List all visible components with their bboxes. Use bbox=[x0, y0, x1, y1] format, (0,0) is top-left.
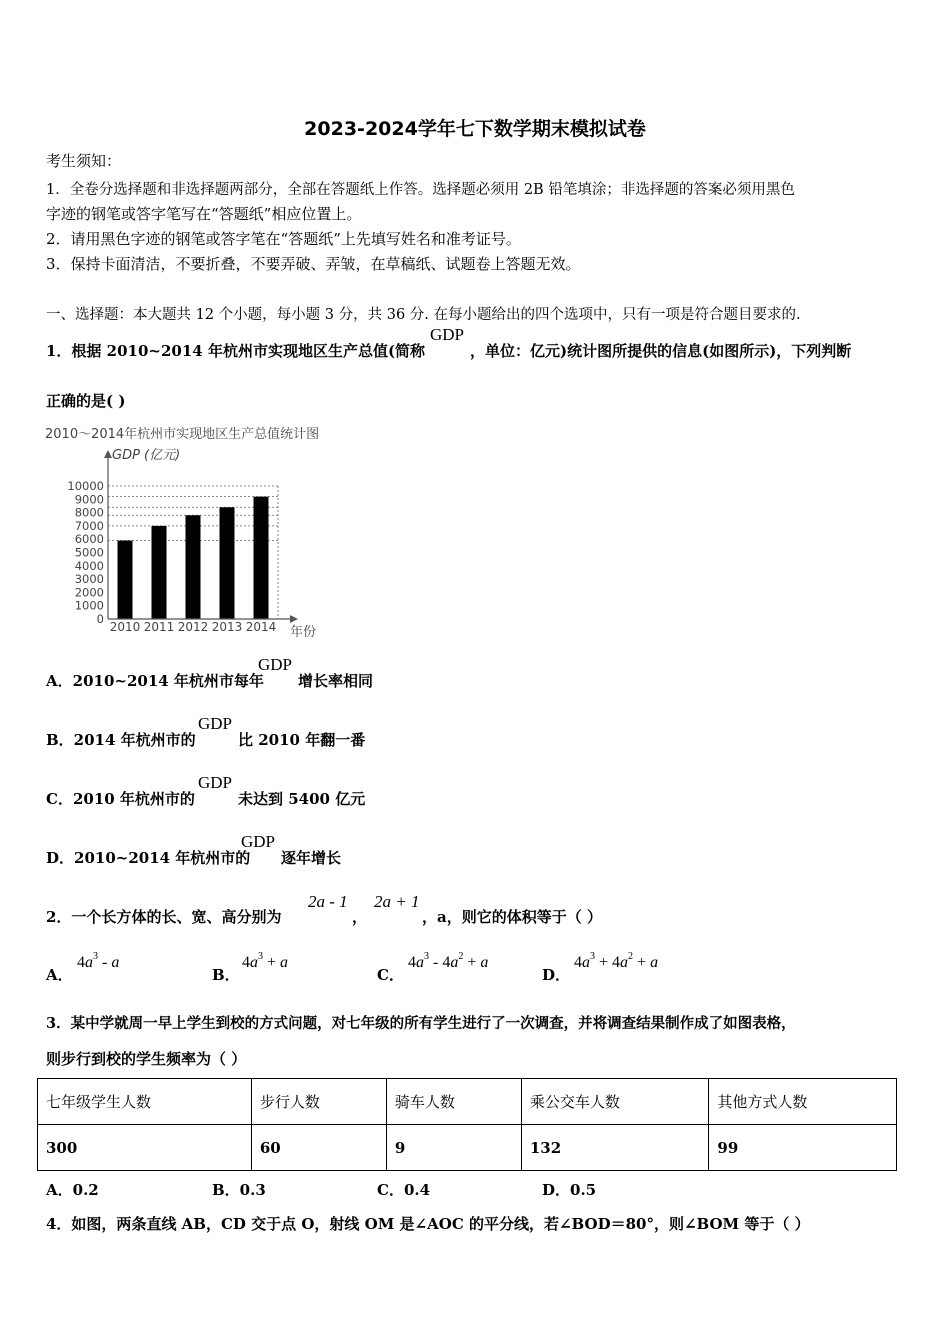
q1-option-c-post: 未达到 5400 亿元 bbox=[238, 790, 366, 808]
chart-bar bbox=[186, 515, 201, 619]
q2-option-b-expr: $4a^3 + a$ bbox=[242, 951, 289, 971]
chart-bar bbox=[220, 507, 235, 619]
notice-item-2: 2．请用黑色字迹的钢笔或答字笔在“答题纸”上先填写姓名和准考证号。 bbox=[46, 230, 521, 248]
q2-option-d-label: D． bbox=[542, 966, 571, 984]
notice-heading: 考生须知： bbox=[46, 152, 122, 170]
q1-line-1b: ，单位：亿元)统计图所提供的信息(如图所示)，下列判断 bbox=[470, 342, 852, 360]
notice-item-1-line-2: 字迹的钢笔或答字笔写在“答题纸”相应位置上。 bbox=[46, 205, 362, 223]
q3-option-a: A．0.2 bbox=[46, 1181, 99, 1199]
q1-option-d-post: 逐年增长 bbox=[281, 849, 342, 867]
notice-item-1-line-1: 1．全卷分选择题和非选择题两部分，全部在答题纸上作答。选择题必须用 2B 铅笔填涂；非选择题的答案必须用黑色 bbox=[46, 182, 795, 198]
header-cell-other: 其他方式人数 bbox=[709, 1079, 897, 1125]
q1-option-c-gdp: GDP bbox=[198, 773, 233, 792]
value-cell-other: 99 bbox=[709, 1125, 897, 1171]
chart-y-axis-label: GDP (亿元) bbox=[112, 448, 181, 463]
q1-option-a-gdp: GDP bbox=[258, 655, 293, 674]
q3-option-d: D．0.5 bbox=[542, 1181, 597, 1199]
chart-bar bbox=[152, 526, 167, 619]
q1-option-b-gdp: GDP bbox=[198, 714, 233, 733]
page-title: 2023-2024学年七下数学期末模拟试卷 bbox=[304, 118, 646, 140]
chart-y-tick-label: 9000 bbox=[74, 492, 104, 507]
chart-x-tick-label: 2010 bbox=[109, 620, 141, 634]
q2-expr-width: 2a + 1 bbox=[374, 892, 420, 911]
q1-option-b-pre: B．2014 年杭州市的 bbox=[46, 731, 196, 749]
chart-title: 2010～2014年杭州市实现地区生产总值统计图 bbox=[45, 427, 320, 442]
chart-y-tick-label: 8000 bbox=[74, 505, 104, 520]
chart-bar bbox=[118, 541, 133, 619]
q1-option-d-pre: D．2010~2014 年杭州市的 bbox=[46, 849, 251, 867]
chart-y-tick-label: 5000 bbox=[74, 545, 104, 560]
chart-y-tick-label: 1000 bbox=[74, 598, 104, 613]
section-heading: 一、选择题：本大题共 12 个小题，每小题 3 分，共 36 分. 在每小题给出的四个选项中，只有一项是符合题目要求的. bbox=[46, 307, 801, 323]
q2-option-c-expr: $4a^3 - 4a^2 + a$ bbox=[408, 951, 489, 971]
chart-y-tick-label: 7000 bbox=[74, 518, 104, 533]
chart-bar bbox=[254, 497, 269, 619]
header-cell-bike: 骑车人数 bbox=[386, 1079, 521, 1125]
q2-option-a-label: A． bbox=[46, 966, 73, 984]
chart-y-axis-arrow bbox=[104, 450, 112, 458]
q4-text: 4．如图，两条直线 AB，CD 交于点 O，射线 OM 是∠AOC 的平分线，若∠BOD＝80°，则∠BOM 等于（ ） bbox=[46, 1215, 810, 1233]
chart-y-tick-label: 0 bbox=[96, 612, 104, 626]
value-cell-total: 300 bbox=[38, 1125, 252, 1171]
q2-expr-length: 2a - 1 bbox=[308, 892, 348, 911]
notice-item-3: 3．保持卡面清洁，不要折叠，不要弄破、弄皱，在草稿纸、试题卷上答题无效。 bbox=[46, 255, 581, 273]
q3-option-b: B．0.3 bbox=[212, 1181, 266, 1199]
q3-line-1: 3．某中学就周一早上学生到校的方式问题，对七年级的所有学生进行了一次调查，并将调查结果制作成了如图表格， bbox=[46, 1015, 796, 1032]
chart-x-tick-label: 2014 bbox=[245, 620, 277, 634]
q1-option-d-gdp: GDP bbox=[241, 832, 276, 851]
q1-option-a-pre: A．2010~2014 年杭州市每年 bbox=[46, 672, 264, 690]
chart-x-tick-label: 2012 bbox=[177, 620, 209, 634]
q2-option-c-label: C． bbox=[377, 966, 404, 984]
header-cell-total: 七年级学生人数 bbox=[38, 1079, 252, 1125]
value-cell-walk: 60 bbox=[251, 1125, 386, 1171]
chart-y-tick-label: 3000 bbox=[74, 572, 104, 587]
chart-x-axis-label: 年份 bbox=[290, 625, 317, 640]
value-cell-bus: 132 bbox=[521, 1125, 709, 1171]
chart-x-tick-label: 2011 bbox=[143, 620, 175, 634]
q2-comma: ， bbox=[352, 908, 368, 926]
chart-y-tick-label: 2000 bbox=[74, 585, 104, 600]
q2-option-a-expr: $4a^3$ - a bbox=[77, 951, 120, 971]
chart-y-tick-label: 6000 bbox=[74, 532, 104, 547]
q3-line-2: 则步行到校的学生频率为（ ） bbox=[46, 1050, 247, 1068]
commute-survey-table bbox=[37, 1078, 897, 1171]
gdp-chart-svg bbox=[40, 424, 340, 644]
q1-option-b-post: 比 2010 年翻一番 bbox=[238, 731, 366, 749]
q2-text-pre: 2．一个长方体的长、宽、高分别为 bbox=[46, 908, 282, 926]
chart-x-tick-label: 2013 bbox=[211, 620, 243, 634]
q1-option-a-post: 增长率相同 bbox=[298, 672, 374, 690]
q3-option-c: C．0.4 bbox=[377, 1181, 431, 1199]
q1-gdp-term: GDP bbox=[430, 325, 465, 344]
table-header-row bbox=[38, 1079, 897, 1125]
q1-option-c-pre: C．2010 年杭州市的 bbox=[46, 790, 195, 808]
gdp-bar-chart bbox=[40, 424, 340, 644]
q2-text-post: ，a，则它的体积等于（ ） bbox=[422, 908, 602, 926]
header-cell-bus: 乘公交车人数 bbox=[521, 1079, 709, 1125]
q1-line-1a: 1．根据 2010~2014 年杭州市实现地区生产总值(简称 bbox=[46, 342, 426, 360]
q2-option-d-expr: $4a^3 + 4a^2 + a$ bbox=[574, 951, 659, 971]
header-cell-walk: 步行人数 bbox=[251, 1079, 386, 1125]
chart-x-axis-arrow bbox=[290, 615, 298, 623]
q2-option-b-label: B． bbox=[212, 966, 240, 984]
table-row bbox=[38, 1125, 897, 1171]
value-cell-bike: 9 bbox=[386, 1125, 521, 1171]
q1-line-2: 正确的是( ) bbox=[46, 392, 126, 410]
chart-y-tick-label: 10000 bbox=[67, 479, 104, 493]
chart-y-tick-label: 4000 bbox=[74, 558, 104, 573]
